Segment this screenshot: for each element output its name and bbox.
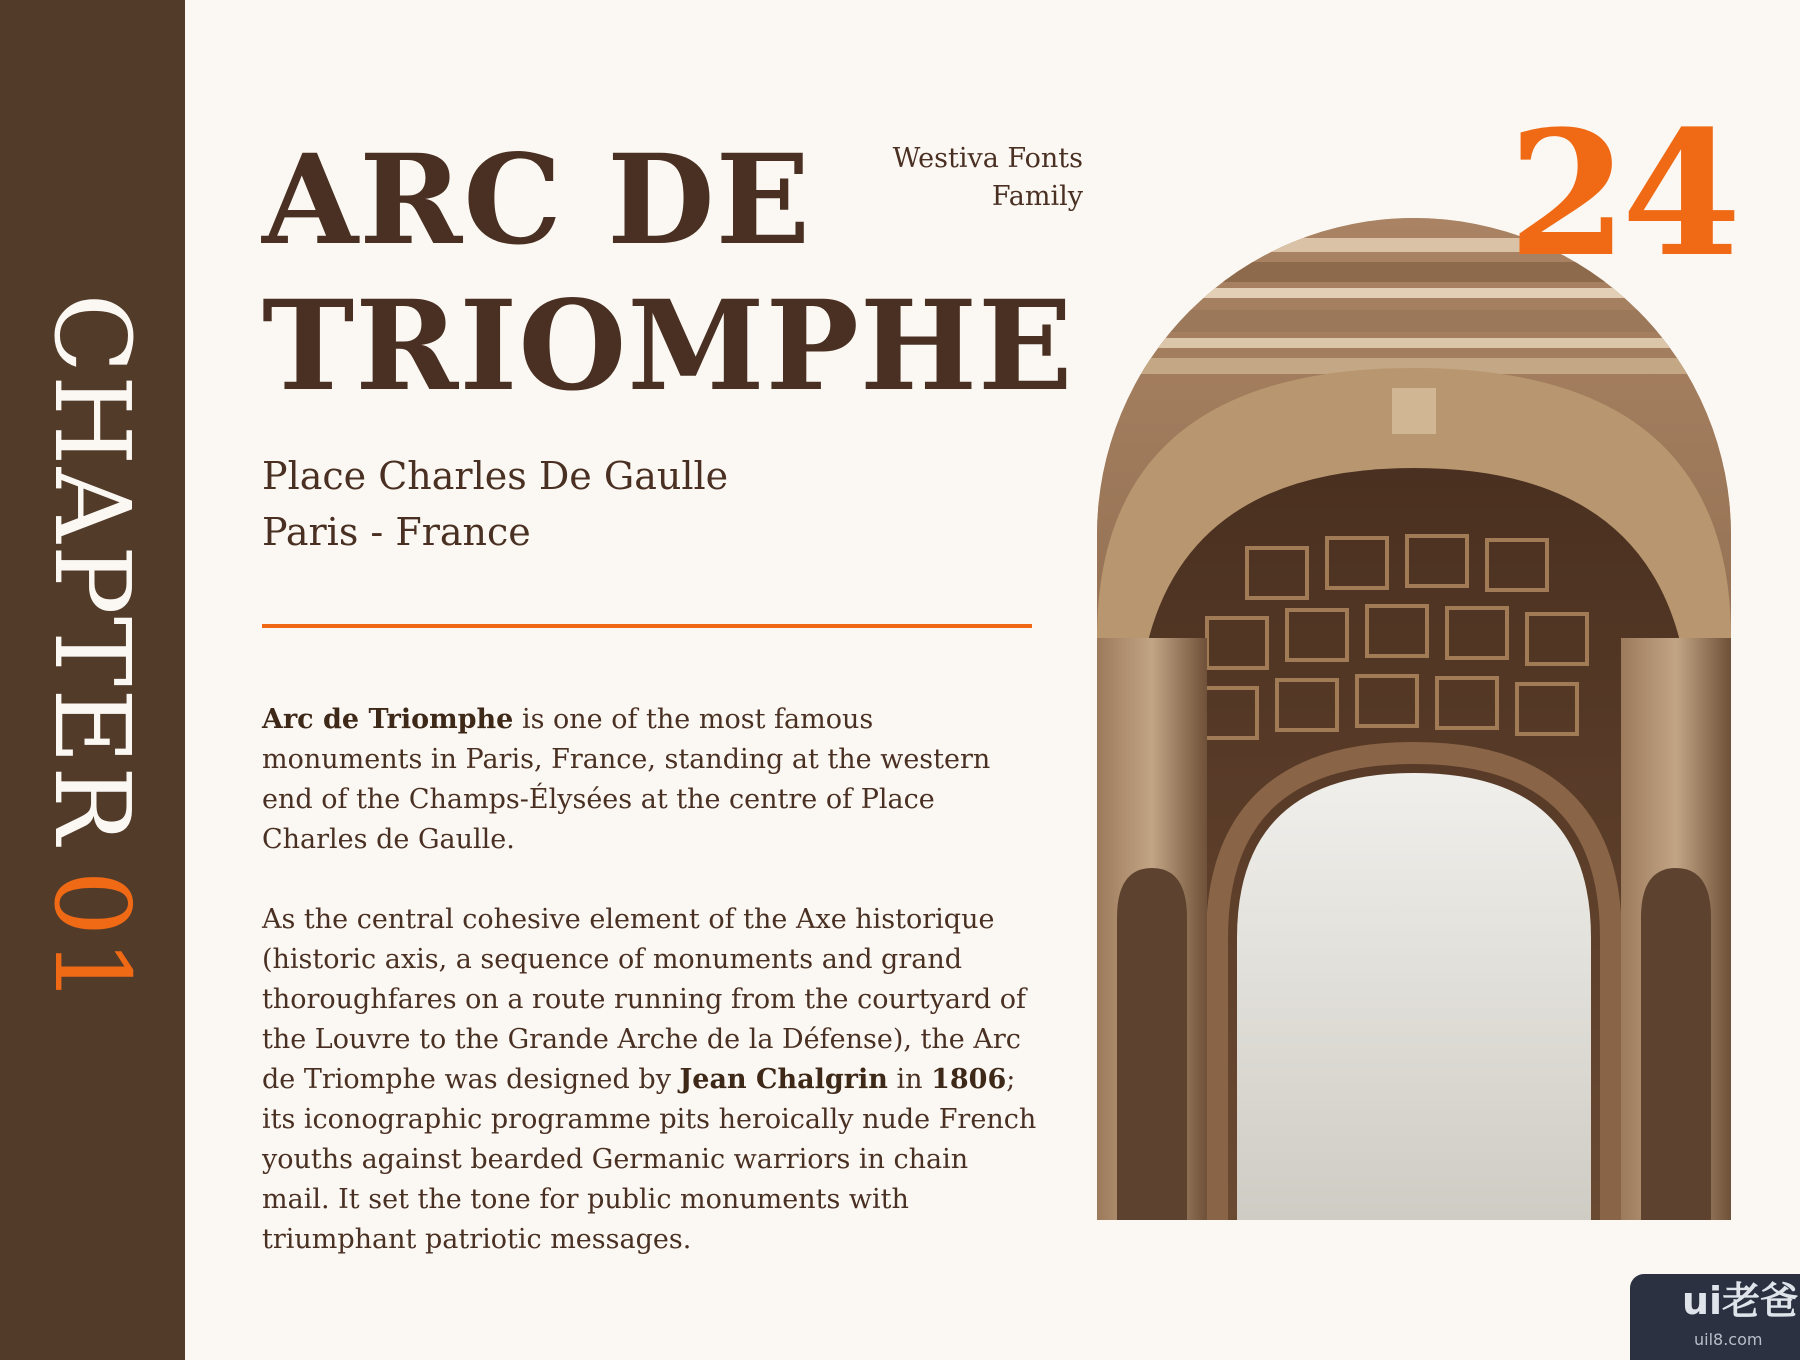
site-watermark [1630,1274,1800,1360]
paragraph-2-text-c: ; its iconographic programme pits heroically nude French youths against bearded Germanic warriors in chain mail. It set the tone for public monuments with triumphant patriotic messages. [262,1064,1037,1255]
paragraph-2-text-b: in [887,1064,932,1095]
bold-year: 1806 [931,1064,1007,1095]
brand-line-1: Westiva Fonts [892,143,1083,174]
chapter-word: CHAPTER [31,293,153,847]
chapter-number: 01 [31,870,153,1007]
location-address [262,448,728,560]
address-line-1: Place Charles De Gaulle [262,454,729,498]
sky-opening [1237,773,1591,1220]
brand-line-2: Family [991,181,1083,212]
chapter-label [31,293,153,1007]
watermark-logo: ui老爸 [1682,1279,1799,1323]
bold-architect: Jean Chalgrin [679,1064,888,1095]
arc-photo-frame [1097,218,1731,1220]
arc-de-triomphe-illustration [1097,218,1731,1220]
title-line-2: TRIOMPHE [262,274,1074,419]
brand-credit [893,140,1083,216]
watermark-url: uil8.com [1694,1330,1763,1349]
paragraph-1-text: is one of the most famous monuments in Paris, France, standing at the western end of the Champs-Élysées at the centre of Place Charles de Gaulle. [262,704,991,855]
title-line-1: ARC DE [262,128,812,273]
bold-arc-name: Arc de Triomphe [262,704,514,735]
paragraph-2-text-a: As the central cohesive element of the Axe historique (historic axis, a sequence of monuments and grand thoroughfares on a route running from the courtyard of the Louvre to the Grande Arche de la Défense), the Arc de Triomphe was designed by [262,904,1027,1095]
section-divider [262,624,1032,628]
paragraph-2 [262,900,1042,1260]
left-niche [1117,868,1187,1220]
keystone [1392,388,1436,434]
page-number: 24 [1508,92,1736,295]
paragraph-1 [262,700,1042,860]
article-body [262,700,1042,1300]
chapter-sidebar [0,0,185,1360]
right-niche [1641,868,1711,1220]
address-line-2: Paris - France [262,510,531,554]
